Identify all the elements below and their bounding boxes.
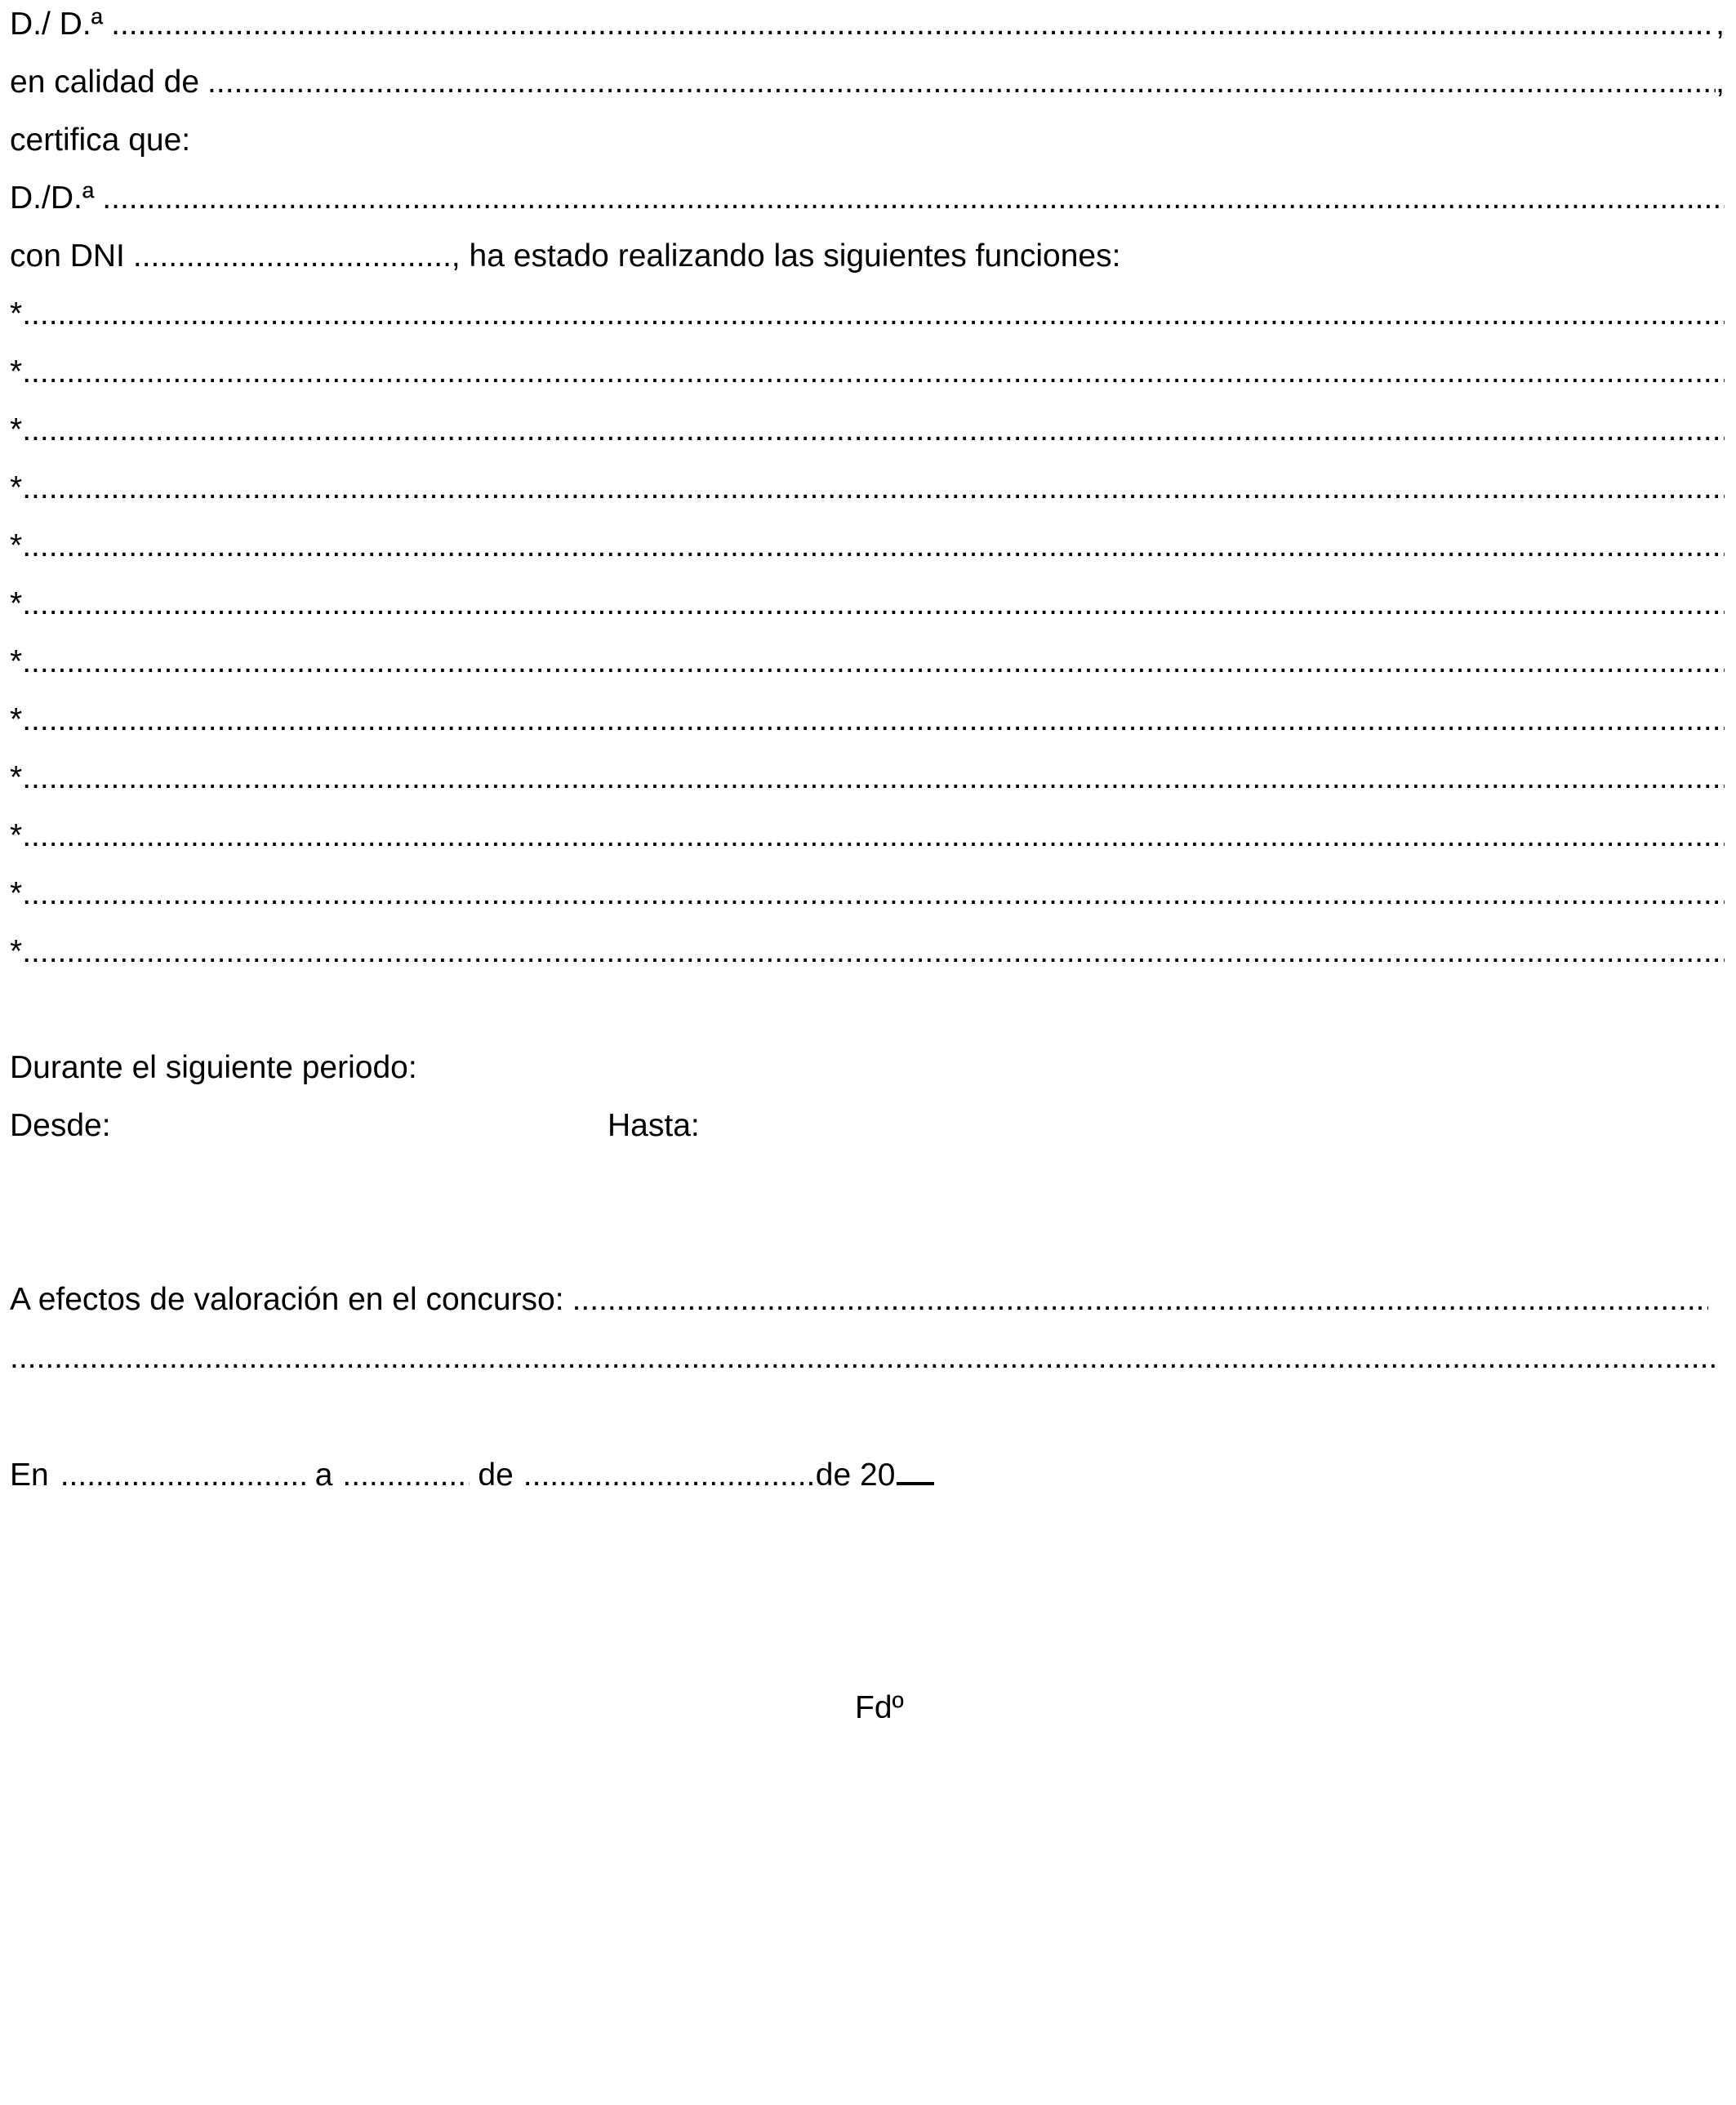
function-line [10, 583, 1725, 625]
function-field[interactable] [22, 351, 1725, 394]
role-line [10, 61, 1725, 104]
function-field[interactable] [22, 931, 1725, 973]
role-line-comma: , [1716, 65, 1725, 100]
date-line [10, 1453, 934, 1495]
function-field[interactable] [22, 873, 1725, 915]
function-field[interactable] [22, 583, 1725, 625]
function-line [10, 641, 1725, 683]
function-field[interactable] [22, 815, 1725, 857]
function-field[interactable] [22, 293, 1725, 336]
period-title-line [10, 1047, 1725, 1089]
month-label: de [478, 1457, 514, 1493]
year-prefix: de 20 [815, 1457, 896, 1493]
function-bullet: * [10, 470, 23, 505]
function-bullet: * [10, 354, 23, 389]
place-label: En [10, 1457, 49, 1493]
role-field[interactable] [207, 61, 1716, 104]
function-bullet: * [10, 644, 23, 679]
name-line-comma: , [1716, 7, 1725, 42]
assessment-label: A efectos de valoración en el concurso: [10, 1282, 564, 1317]
function-field[interactable] [22, 525, 1725, 567]
function-bullet: * [10, 760, 23, 795]
assessment-field[interactable] [572, 1279, 1708, 1321]
name-line [10, 3, 1725, 46]
place-field[interactable] [60, 1454, 305, 1497]
dni-field[interactable] [133, 235, 452, 278]
signature-label: Fdº [855, 1690, 904, 1725]
function-line [10, 293, 1725, 336]
function-line [10, 757, 1725, 799]
month-field[interactable] [523, 1454, 816, 1497]
function-bullet: * [10, 934, 23, 969]
function-field[interactable] [22, 467, 1725, 510]
function-line [10, 699, 1725, 741]
function-bullet: * [10, 412, 23, 447]
function-field[interactable] [22, 641, 1725, 683]
assessment-line [10, 1279, 1708, 1321]
year-field[interactable] [897, 1453, 934, 1485]
assessment-continuation-line [10, 1337, 1715, 1379]
function-bullet: * [10, 528, 23, 563]
function-line [10, 931, 1725, 973]
function-bullet: * [10, 702, 23, 737]
certifies-label: certifica que: [10, 122, 191, 158]
function-line [10, 351, 1725, 394]
function-bullet: * [10, 296, 23, 332]
function-line [10, 873, 1725, 915]
dni-label: con DNI [10, 238, 125, 274]
day-field[interactable] [342, 1454, 470, 1497]
function-bullet: * [10, 818, 23, 853]
name-field[interactable] [111, 3, 1716, 46]
function-line [10, 467, 1725, 510]
function-field[interactable] [22, 699, 1725, 741]
function-line [10, 409, 1725, 452]
person-label: D./D.ª [10, 180, 95, 216]
day-label: a [314, 1457, 333, 1493]
to-label: Hasta: [608, 1108, 700, 1143]
period-dates-line [10, 1105, 1725, 1147]
dni-line [10, 235, 1725, 278]
from-label: Desde: [10, 1108, 111, 1143]
function-field[interactable] [22, 757, 1725, 799]
function-bullet: * [10, 876, 23, 911]
dni-trailing-text: , ha estado realizando las siguientes funciones: [451, 238, 1121, 274]
function-line [10, 525, 1725, 567]
function-line [10, 815, 1725, 857]
certifies-line [10, 119, 1725, 162]
person-line [10, 177, 1725, 220]
function-bullet: * [10, 586, 23, 621]
assessment-field-continuation[interactable] [10, 1337, 1715, 1379]
person-field[interactable] [102, 177, 1725, 220]
name-label: D./ D.ª [10, 7, 104, 42]
period-title: Durante el siguiente periodo: [10, 1050, 417, 1085]
function-field[interactable] [22, 409, 1725, 452]
role-label: en calidad de [10, 65, 200, 100]
